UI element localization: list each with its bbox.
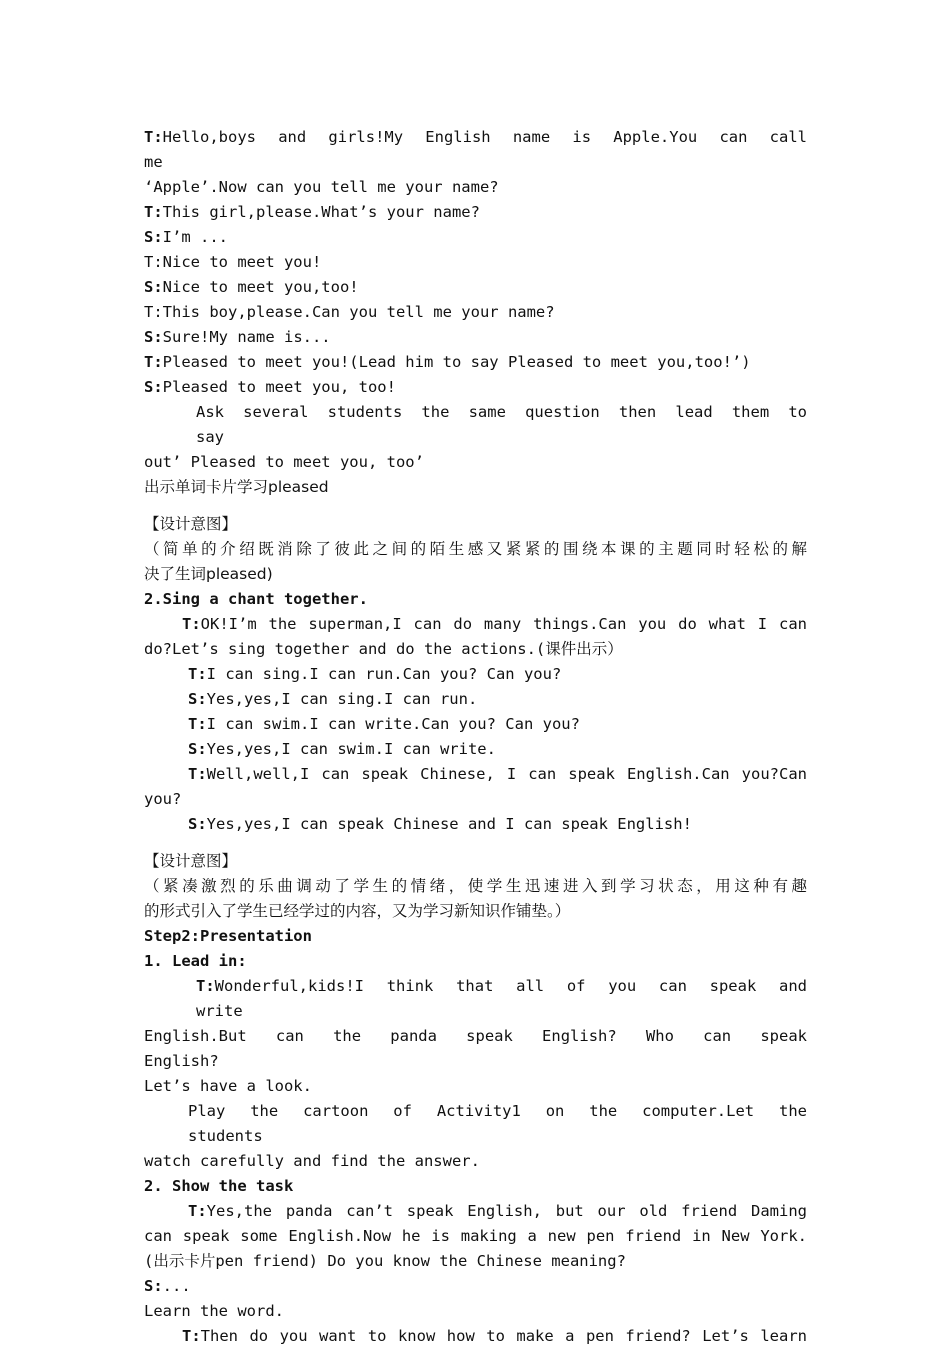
design-intent-heading: 【设计意图】: [144, 852, 238, 870]
dialogue-line: T:Wonderful,kids!I think that all of you can speak and write: [196, 977, 826, 1020]
speaker-label: T:: [182, 615, 201, 633]
speaker-label: T:: [188, 715, 207, 733]
speaker-label: T:: [144, 353, 163, 371]
speaker-label: S:: [188, 815, 207, 833]
speaker-label: S:: [144, 378, 163, 396]
dialogue-line: do?Let’s sing together and do the actions.(课件出示）: [144, 640, 623, 658]
dialogue-line: S:Yes,yes,I can speak Chinese and I can speak English!: [188, 815, 692, 833]
subsection-heading: 1. Lead in:: [144, 952, 247, 970]
dialogue-line: T:Yes,the panda can’t speak English, but our old friend Daming: [188, 1202, 807, 1220]
dialogue-line: T:Well,well,I can speak Chinese, I can speak English.Can you?Can: [188, 765, 807, 783]
design-intent-text: （简单的介绍既消除了彼此之间的陌生感又紧紧的围绕本课的主题同时轻松的解: [144, 540, 807, 558]
instruction-line: Ask several students the same question then lead them to say: [196, 403, 826, 446]
dialogue-line: T:Nice to meet you!: [144, 253, 322, 271]
document-page: [144, 125, 826, 1349]
section-heading: 2.Sing a chant together.: [144, 590, 368, 608]
dialogue-line: S:...: [144, 1277, 191, 1295]
instruction-line: 出示单词卡片学习pleased: [144, 478, 329, 496]
design-intent-text: 的形式引入了学生已经学过的内容，又为学习新知识作铺垫。）: [144, 902, 571, 920]
instruction-line: out’ Pleased to meet you, too’: [144, 453, 424, 471]
design-intent-heading: 【设计意图】: [144, 515, 238, 533]
design-intent-text: 决了生词pleased): [144, 565, 273, 583]
dialogue-line: S:Sure!My name is...: [144, 328, 331, 346]
speaker-label: T:: [144, 128, 163, 146]
dialogue-line: T:OK!I’m the superman,I can do many things.Can you do what I can: [182, 615, 807, 633]
dialogue-line: S:Yes,yes,I can swim.I can write.: [188, 740, 496, 758]
subsection-heading: 2. Show the task: [144, 1177, 294, 1195]
dialogue-line: T:I can swim.I can write.Can you? Can you?: [188, 715, 580, 733]
speaker-label: T:: [188, 665, 207, 683]
dialogue-line: T:Hello,boys and girls!My English name is Apple.You can call me: [144, 128, 826, 171]
dialogue-line: S:Yes,yes,I can sing.I can run.: [188, 690, 478, 708]
dialogue-line: T:Pleased to meet you!(Lead him to say Pleased to meet you,too!’): [144, 353, 751, 371]
dialogue-line: S:I’m ...: [144, 228, 228, 246]
speaker-label: S:: [144, 1277, 163, 1295]
speaker-label: S:: [144, 228, 163, 246]
speaker-label: T:: [188, 765, 207, 783]
speaker-label: T:: [144, 203, 163, 221]
speaker-label: T:: [196, 977, 215, 995]
dialogue-line: T:This boy,please.Can you tell me your name?: [144, 303, 555, 321]
dialogue-line: ‘Apple’.Now can you tell me your name?: [144, 178, 499, 196]
dialogue-line: English.But can the panda speak English? Who can speak English?: [144, 1027, 826, 1070]
dialogue-line: T:Then do you want to know how to make a pen friend? Let’s learn: [182, 1327, 807, 1345]
design-intent-text: （紧凑激烈的乐曲调动了学生的情绪，使学生迅速进入到学习状态，用这种有趣: [144, 877, 807, 895]
dialogue-line: T:I can sing.I can run.Can you? Can you?: [188, 665, 562, 683]
speaker-label: T:: [188, 1202, 207, 1220]
dialogue-line: T:This girl,please.What’s your name?: [144, 203, 480, 221]
dialogue-line: you?: [144, 790, 182, 808]
speaker-label: S:: [188, 740, 207, 758]
instruction-line: watch carefully and find the answer.: [144, 1152, 480, 1170]
instruction-line: Learn the word.: [144, 1302, 284, 1320]
speaker-label: T:: [182, 1327, 201, 1345]
dialogue-line: S:Pleased to meet you, too!: [144, 378, 396, 396]
speaker-label: S:: [188, 690, 207, 708]
speaker-label: S:: [144, 328, 163, 346]
instruction-line: Play the cartoon of Activity1 on the computer.Let the students: [188, 1102, 826, 1145]
dialogue-line: (出示卡片pen friend) Do you know the Chinese meaning?: [144, 1252, 626, 1270]
dialogue-line: can speak some English.Now he is making a new pen friend in New York.: [144, 1227, 807, 1245]
step-heading: Step2:Presentation: [144, 927, 312, 945]
speaker-label: S:: [144, 278, 163, 296]
dialogue-line: S:Nice to meet you,too!: [144, 278, 359, 296]
dialogue-line: Let’s have a look.: [144, 1077, 312, 1095]
